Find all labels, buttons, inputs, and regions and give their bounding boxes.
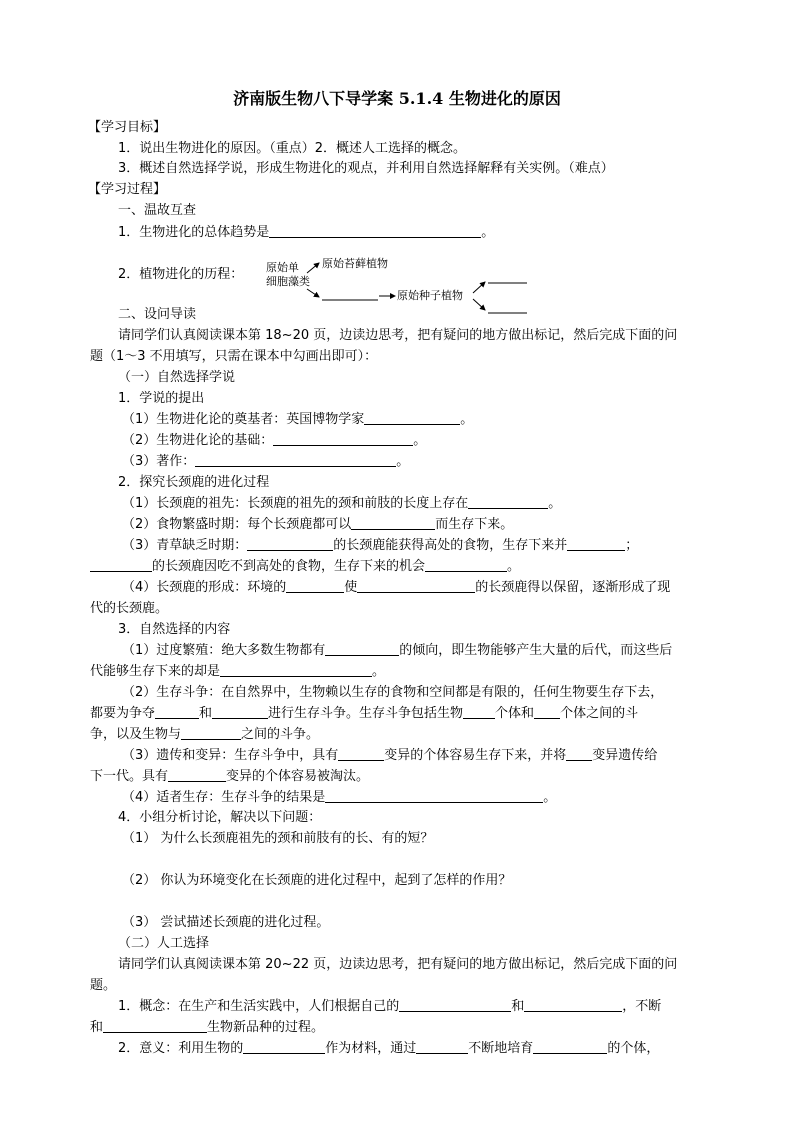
- section-1c: [122, 452, 409, 472]
- punctuation: 。: [372, 664, 386, 679]
- arrow-upper-branch: [473, 282, 485, 293]
- answer-blank[interactable]: [567, 536, 625, 551]
- answer-blank[interactable]: [399, 997, 511, 1012]
- answer-blank[interactable]: [273, 431, 413, 446]
- answer-blank[interactable]: [155, 704, 199, 719]
- answer-blank[interactable]: [325, 788, 543, 803]
- section-2d-cont: 代的长颈鹿。: [90, 601, 169, 616]
- section-3b-text-cont-end: 之间的斗争。: [241, 727, 320, 742]
- section-2c-text: （3）青草缺乏时期：: [122, 538, 248, 553]
- answer-blank[interactable]: [338, 746, 384, 761]
- discussion-question-3: （3） 尝试描述长颈鹿的进化过程。: [122, 915, 330, 930]
- as-significance-text: 2．意义：利用生物的: [118, 1041, 244, 1056]
- diagram-origin-line1: 原始单: [266, 261, 299, 274]
- as-concept-text-cont: 生物新品种的过程。: [207, 1020, 325, 1035]
- as-concept-cont: [90, 1018, 324, 1038]
- punctuation: 。: [413, 433, 427, 448]
- answer-blank[interactable]: [103, 1018, 207, 1033]
- section-3a-text-cont: 代能够生存下来的却是: [90, 664, 221, 679]
- answer-blank[interactable]: [195, 452, 396, 467]
- diagram-seed-label: 原始种子植物: [397, 289, 463, 302]
- as-concept-text: 1．概念：在生产和生活实践中，人们根据自己的: [118, 999, 400, 1014]
- punctuation: 。: [396, 454, 410, 469]
- review-question-1-text: 1．生物进化的总体趋势是: [118, 225, 270, 240]
- as-significance-text-mid2: 不断地培育: [468, 1041, 534, 1056]
- section-3c-text-mid: 变异的个体容易生存下来，并将: [384, 748, 567, 763]
- discussion-question-1: （1） 为什么长颈鹿祖先的颈和前肢有的长、有的短？: [122, 831, 434, 846]
- section-1a: [122, 410, 473, 430]
- section-1c-text: （3）著作：: [122, 454, 196, 469]
- as-significance-text-end: 的个体，: [607, 1041, 660, 1056]
- read-instruction-line1: 请同学们认真阅读课本第 18~20 页，边读边思考，把有疑问的地方做出标记，然后完成下面的问: [118, 328, 678, 343]
- section-1-title: 1．学说的提出: [118, 391, 205, 406]
- answer-blank[interactable]: [247, 536, 333, 551]
- discussion-question-2: （2） 你认为环境变化在长颈鹿的进化过程中，起到了怎样的作用？: [122, 873, 512, 888]
- section-2d-text-end: 的长颈鹿得以保留，逐渐形成了现: [475, 580, 671, 595]
- diagram-moss-label: 原始苔藓植物: [322, 257, 388, 270]
- arrow-to-moss: [307, 263, 319, 273]
- section-3a-text-end: 的倾向，即生物能够产生大量的后代，而这些后: [399, 643, 673, 658]
- answer-blank[interactable]: [534, 704, 560, 719]
- section-2-title: 2．探究长颈鹿的进化过程: [118, 475, 270, 490]
- section-2c-text-cont: 的长颈鹿因吃不到高处的食物，生存下来的机会: [152, 559, 426, 574]
- punctuation: 。: [548, 496, 562, 511]
- section-3c-text-cont-end: 变异的个体容易被淘汰。: [226, 769, 370, 784]
- as-significance-text-mid: 作为材料，通过: [325, 1041, 417, 1056]
- section-1b: [122, 431, 426, 451]
- arrow-to-blank: [307, 289, 319, 297]
- section-3a-cont: [90, 662, 385, 682]
- section-3d: [122, 788, 556, 808]
- punctuation: ；: [625, 538, 639, 553]
- guided-header: 二、设问导读: [118, 307, 197, 322]
- goals-header: 【学习目标】: [88, 120, 167, 135]
- goal-1: 1．说出生物进化的原因。（重点）2．概述人工选择的概念。: [118, 141, 467, 156]
- answer-blank[interactable]: [212, 704, 268, 719]
- section-3c-text-end: 变异遗传给: [592, 748, 658, 763]
- section-3b-and: 和: [199, 706, 213, 721]
- section-3c-text-cont: 下一代。具有: [90, 769, 169, 784]
- review-header: 一、温故互查: [118, 203, 197, 218]
- answer-blank[interactable]: [168, 767, 226, 782]
- arrow-lower-branch: [473, 299, 485, 310]
- answer-blank[interactable]: [325, 641, 399, 656]
- section-2a-text: （1）长颈鹿的祖先：长颈鹿的祖先的颈和前肢的长度上存在: [122, 496, 469, 511]
- as-instruction-line1: 请同学们认真阅读课本第 20~22 页，边读边思考，把有疑问的地方做出标记，然后完成下面的问: [118, 957, 678, 972]
- answer-blank[interactable]: [286, 578, 344, 593]
- section-3d-text: （4）适者生存：生存斗争的结果是: [122, 790, 326, 805]
- section-3c-cont: [90, 767, 369, 787]
- section-2b: [122, 515, 513, 535]
- section-2b-text: （2）食物繁盛时期：每个长颈鹿都可以: [122, 517, 352, 532]
- answer-blank[interactable]: [524, 997, 622, 1012]
- section-3b-cont2: [90, 725, 319, 745]
- as-concept-and2: 和: [90, 1020, 104, 1035]
- as-concept-text-end: ，不断: [622, 999, 662, 1014]
- section-2d-text: （4）长颈鹿的形成：环境的: [122, 580, 287, 595]
- answer-blank[interactable]: [425, 557, 507, 572]
- as-concept: [118, 997, 661, 1017]
- read-instruction-line2: 题（1～3 不用填写，只需在课本中勾画出即可）：: [90, 349, 378, 364]
- as-instruction-line2: 题。: [90, 978, 117, 993]
- answer-blank[interactable]: [364, 410, 460, 425]
- answer-blank[interactable]: [566, 746, 592, 761]
- section-3c-text: （3）遗传和变异：生存斗争中，具有: [122, 748, 339, 763]
- process-header: 【学习过程】: [88, 182, 167, 197]
- answer-blank[interactable]: [463, 704, 495, 719]
- answer-blank[interactable]: [220, 662, 372, 677]
- section-2c-text-mid: 的长颈鹿能获得高处的食物，生存下来并: [333, 538, 568, 553]
- diagram-origin-line2: 细胞藻类: [266, 275, 310, 288]
- answer-blank[interactable]: [181, 725, 241, 740]
- natural-selection-header: （一）自然选择学说: [118, 370, 236, 385]
- section-3c: [122, 746, 657, 766]
- answer-blank[interactable]: [533, 1039, 607, 1054]
- answer-blank[interactable]: [468, 494, 548, 509]
- section-3a: [122, 641, 672, 661]
- section-2c-cont: [90, 557, 520, 577]
- section-2b-text-end: 而生存下来。: [435, 517, 514, 532]
- section-2a: [122, 494, 561, 514]
- section-1b-text: （2）生物进化论的基础：: [122, 433, 274, 448]
- section-3a-text: （1）过度繁殖：绝大多数生物都有: [122, 643, 326, 658]
- answer-blank[interactable]: [416, 1039, 468, 1054]
- answer-blank[interactable]: [351, 515, 435, 530]
- section-3b-text-mid: 进行生存斗争。生存斗争包括生物: [268, 706, 464, 721]
- section-2d: [122, 578, 670, 598]
- punctuation: 。: [460, 412, 474, 427]
- section-3b-text-cont: 争，以及生物与: [90, 727, 182, 742]
- artificial-selection-header: （二）人工选择: [118, 936, 210, 951]
- section-3b: （2）生存斗争：在自然界中，生物赖以生存的食物和空间都是有限的，任何生物要生存下去，: [122, 685, 664, 700]
- answer-blank[interactable]: [357, 578, 475, 593]
- section-3-title: 3．自然选择的内容: [118, 622, 231, 637]
- section-1a-text: （1）生物进化论的奠基者：英国博物学家: [122, 412, 365, 427]
- review-question-2: 2．植物进化的历程：: [118, 267, 244, 282]
- section-3b-cont: [90, 704, 638, 724]
- punctuation: 。: [543, 790, 557, 805]
- punctuation: 。: [481, 225, 495, 240]
- answer-blank[interactable]: [90, 557, 152, 572]
- as-significance: [118, 1039, 659, 1059]
- goal-2: 3．概述自然选择学说，形成生物进化的观点，并利用自然选择解释有关实例。（难点）: [118, 161, 614, 176]
- punctuation: 。: [507, 559, 521, 574]
- section-4-title: 4．小组分析讨论，解决以下问题：: [118, 810, 322, 825]
- as-concept-and: 和: [511, 999, 525, 1014]
- section-3b-text: 都要为争夺: [90, 706, 156, 721]
- section-2d-text-mid: 使: [344, 580, 358, 595]
- answer-blank[interactable]: [243, 1039, 325, 1054]
- section-2c: [122, 536, 638, 556]
- page-title: 济南版生物八下导学案 5.1.4 生物进化的原因: [233, 89, 561, 108]
- section-3b-text-end: 个体之间的斗: [560, 706, 639, 721]
- section-3b-text-mid2: 个体和: [495, 706, 535, 721]
